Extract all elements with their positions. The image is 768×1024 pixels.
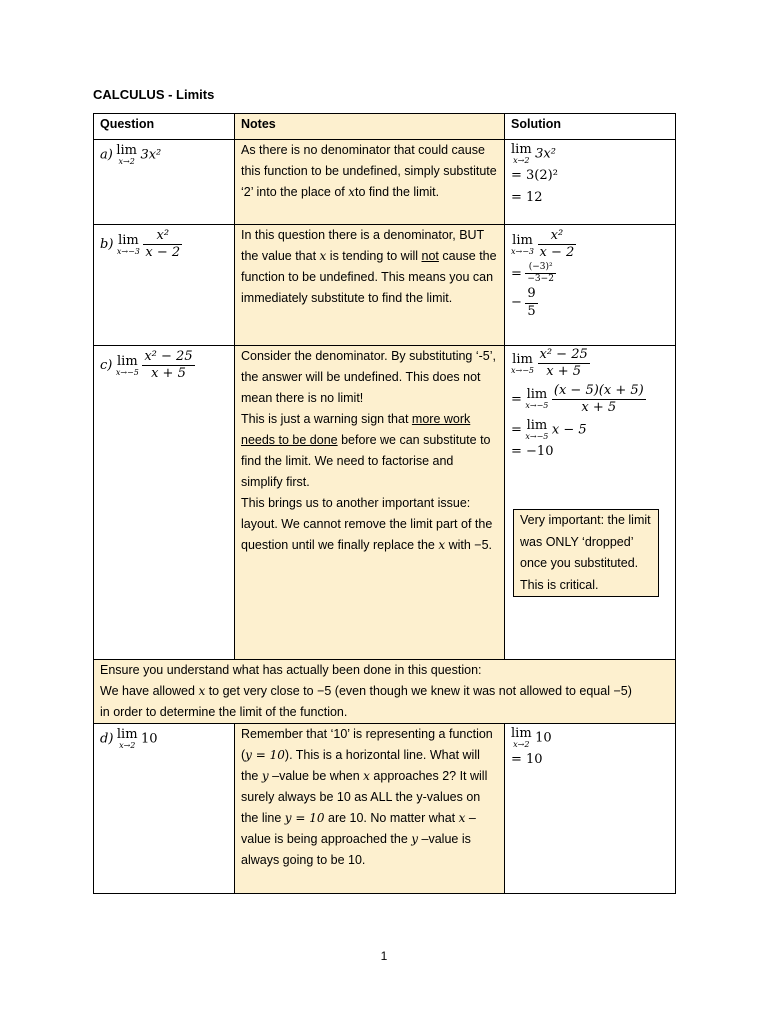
notes-b: In this question there is a denominator, BUT the value that x is tending to will not cause the function to be undefined. This means you can immediately substitute to find the limit. xyxy=(235,225,505,346)
question-a xyxy=(94,140,235,225)
limit-operator: lim x→−3 xyxy=(116,232,140,256)
solution-step: = −10 xyxy=(511,444,554,460)
limits-table xyxy=(93,113,676,894)
limit-expression: 10 xyxy=(141,731,158,747)
question-b xyxy=(94,225,235,346)
solution-d: lim x→2 10 = 10 xyxy=(505,724,676,894)
limit-operator: lim x→−5 xyxy=(511,351,535,375)
fraction: $\frac{\text{(−3)²}}{-3-2}$ xyxy=(527,261,554,285)
solution-step: = 12 xyxy=(511,190,543,205)
limit-operator: lim x→−5 xyxy=(115,353,139,377)
question-label: c) xyxy=(100,358,113,374)
page-title: CALCULUS - Limits xyxy=(93,87,215,102)
fraction: $\frac{\text{x² − 25}}{x + 5}$ xyxy=(144,349,193,382)
table-header-row xyxy=(94,114,676,140)
notes-d: Remember that ‘10’ is representing a function (y = 10). This is a horizontal line. What will the y –value be when x approaches 2? It will surely always be 10 as ALL the y-values on the line y = 10 are 10. No matter what x –value is being approached the y –value is always going to be 10. xyxy=(235,724,505,894)
fraction: $\frac{(x - 5)(x + 5)}{x + 5}$ xyxy=(553,382,644,415)
limit-operator: lim x→2 xyxy=(511,142,532,165)
table-row xyxy=(94,140,676,225)
question-label: d) xyxy=(100,731,114,747)
notes-a: As there is no denominator that could cause this function to be undefined, simply substitute ‘2’ into the place of xto find the limit. xyxy=(235,140,505,225)
header-notes: Notes xyxy=(235,114,505,140)
summary-note: Ensure you understand what has actually been done in this question: We have allowed x to get very close to −5 (even though we knew it was not allowed to equal −5) in order to determine the limit of the function. xyxy=(94,660,676,724)
important-callout: Very important: the limit was ONLY ‘dropped’ once you substituted. This is critical. xyxy=(513,509,659,597)
solution-c: lim x→−5 $\frac{\text{x² − 25}}{x + 5}$ = lim x→−5 $\frac{(x - 5)(x + 5)}{x + 5}$ = lim x→−5 x − 5 = −10 Very important: the limit was ONLY ‘dropped’ once you substituted. This is critical. xyxy=(505,346,676,660)
solution-b: lim x→−3 $\frac{\text{x²}}{x - 2}$ = $\frac{\text{(−3)²}}{-3-2}$ − $\frac{9}{5}$ xyxy=(505,225,676,346)
solution-step: = 10 xyxy=(511,752,543,767)
question-label: a) xyxy=(100,147,113,163)
solution-step: = 3(2)² xyxy=(511,168,558,183)
notes-c: Consider the denominator. By substituting ‘-5’, the answer will be undefined. This does not mean there is no limit! This is just a warning sign that more work needs to be done before we can substitute to find the limit. We need to factorise and simplify first. This brings us to another important issue: layout. We cannot remove the limit part of the question until we finally replace the x with −5. xyxy=(235,346,505,660)
header-solution: Solution xyxy=(505,114,676,140)
fraction: $\frac{\text{x²}}{x - 2}$ xyxy=(145,228,181,261)
question-c xyxy=(94,346,235,660)
header-question: Question xyxy=(94,114,235,140)
table-row xyxy=(94,724,676,894)
solution-a: lim x→2 3x² = 3(2)² = 12 xyxy=(505,140,676,225)
fraction: $\frac{9}{5}$ xyxy=(527,286,536,319)
limit-operator: lim x→−3 xyxy=(511,232,535,256)
limit-expression: 3x² xyxy=(140,147,162,163)
table-row xyxy=(94,346,676,660)
limit-operator: lim x→2 xyxy=(511,726,532,749)
table-row xyxy=(94,225,676,346)
page-number: 1 xyxy=(380,949,388,963)
limit-operator: lim x→2 xyxy=(116,727,138,750)
question-label: b) xyxy=(100,237,114,253)
summary-row xyxy=(94,660,676,724)
question-d xyxy=(94,724,235,894)
limit-operator: lim x→2 xyxy=(116,143,137,166)
